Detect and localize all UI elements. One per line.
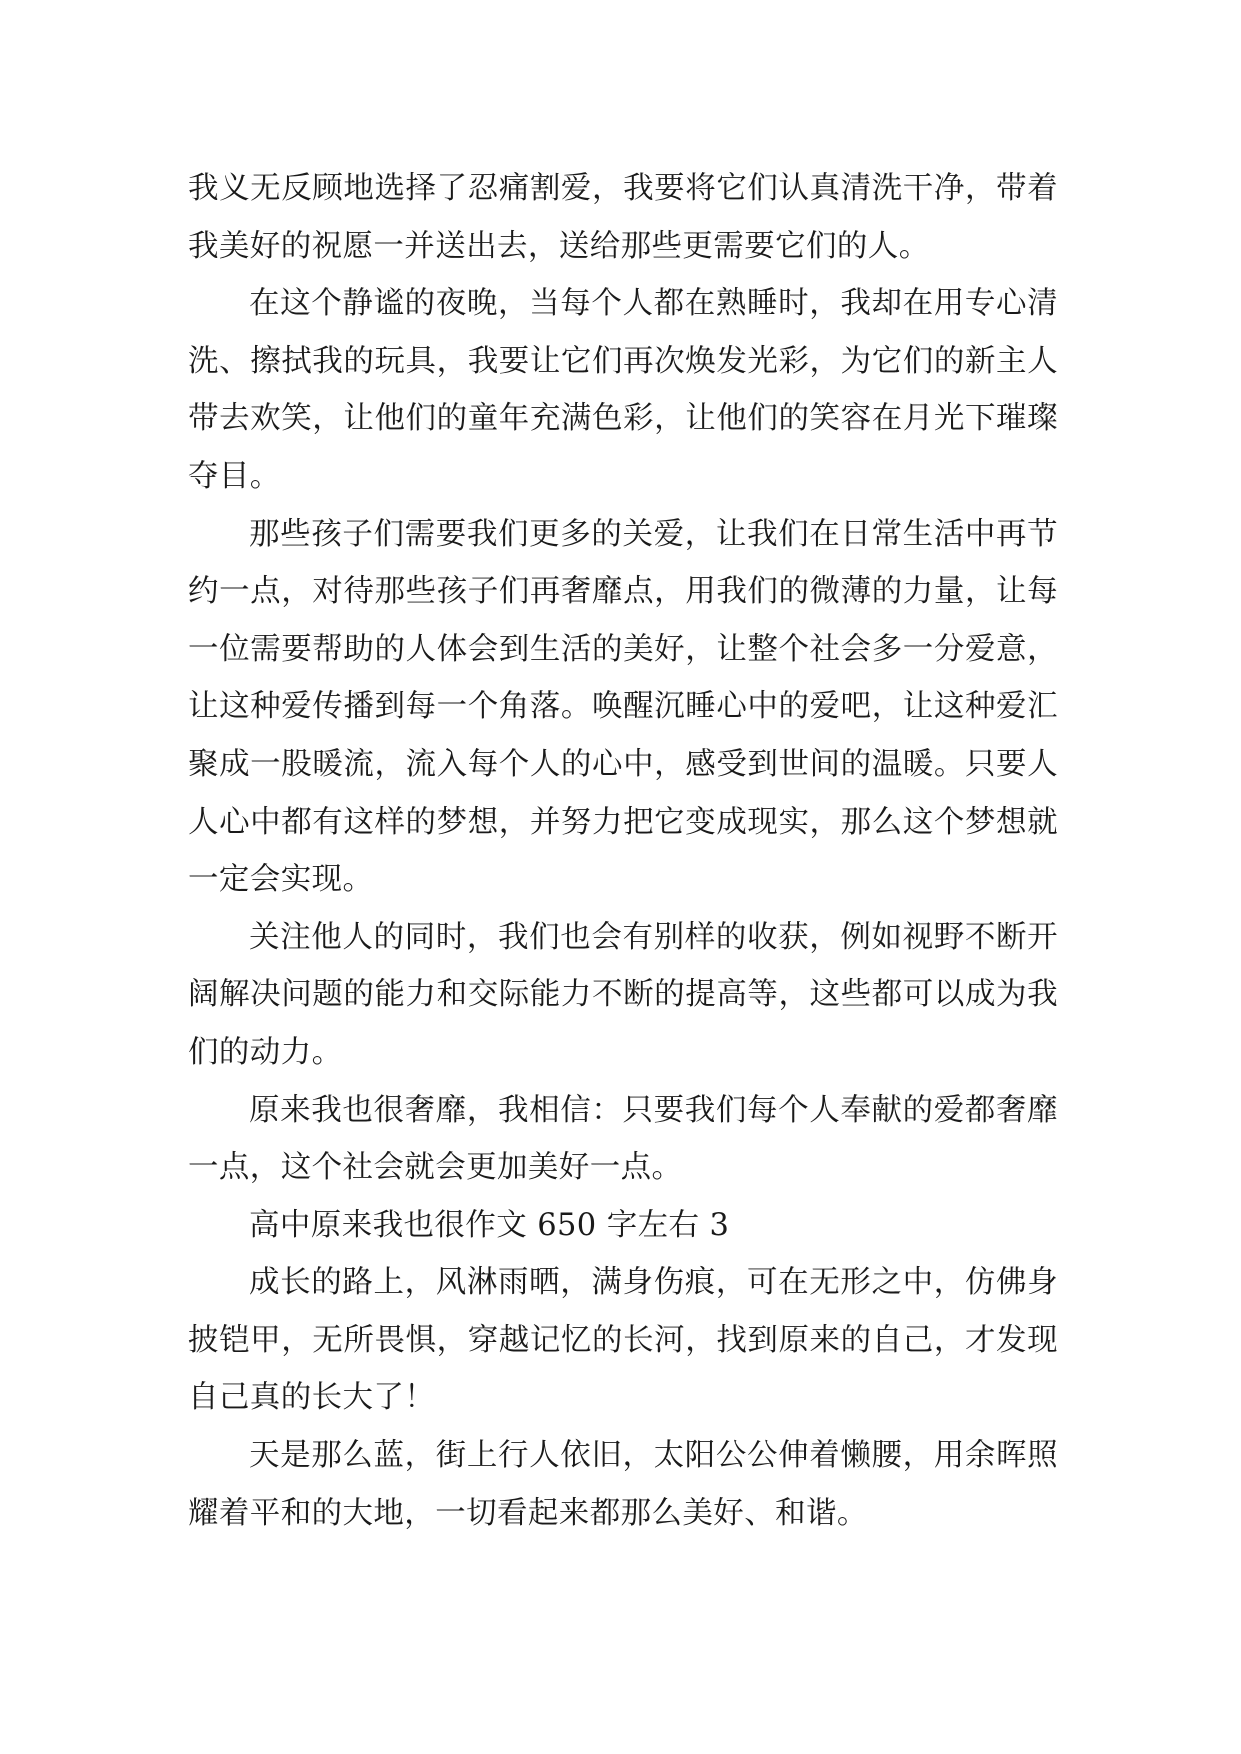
- paragraph-2: 在这个静谧的夜晚，当每个人都在熟睡时，我却在用专心清洗、擦拭我的玩具，我要让它们再次焕发光彩，为它们的新主人带去欢笑，让他们的童年充满色彩，让他们的笑容在月光下璀璨夺目。: [188, 286, 1058, 494]
- document-body: [188, 160, 1058, 1542]
- paragraph-8: 天是那么蓝，街上行人依旧，太阳公公伸着懒腰，用余晖照耀着平和的大地，一切看起来都那么美好、和谐。: [188, 1438, 1058, 1531]
- paragraph-5: 原来我也很奢靡，我相信：只要我们每个人奉献的爱都奢靡一点，这个社会就会更加美好一点。: [188, 1092, 1058, 1186]
- paragraph-1: 我义无反顾地选择了忍痛割爱，我要将它们认真清洗干净，带着我美好的祝愿一并送出去，送给那些更需要它们的人。: [188, 171, 1058, 264]
- essay-title-heading: 高中原来我也很作文 650 字左右 3: [249, 1207, 730, 1243]
- paragraph-3: 那些孩子们需要我们更多的关爱，让我们在日常生活中再节约一点，对待那些孩子们再奢靡点，用我们的微薄的力量，让每一位需要帮助的人体会到生活的美好，让整个社会多一分爱意，让这种爱传播到每一个角落。唤醒沉睡心中的爱吧，让这种爱汇聚成一股暖流，流入每个人的心中，感受到世间的温暖。只要人人心中都有这样的梦想，并努力把它变成现实，那么这个梦想就一定会实现。: [188, 516, 1058, 898]
- paragraph-4: 关注他人的同时，我们也会有别样的收获，例如视野不断开阔解决问题的能力和交际能力不断的提高等，这些都可以成为我们的动力。: [188, 919, 1058, 1070]
- paragraph-7: 成长的路上，风淋雨晒，满身伤痕，可在无形之中，仿佛身披铠甲，无所畏惧，穿越记忆的长河，找到原来的自己，才发现自己真的长大了！: [188, 1265, 1058, 1416]
